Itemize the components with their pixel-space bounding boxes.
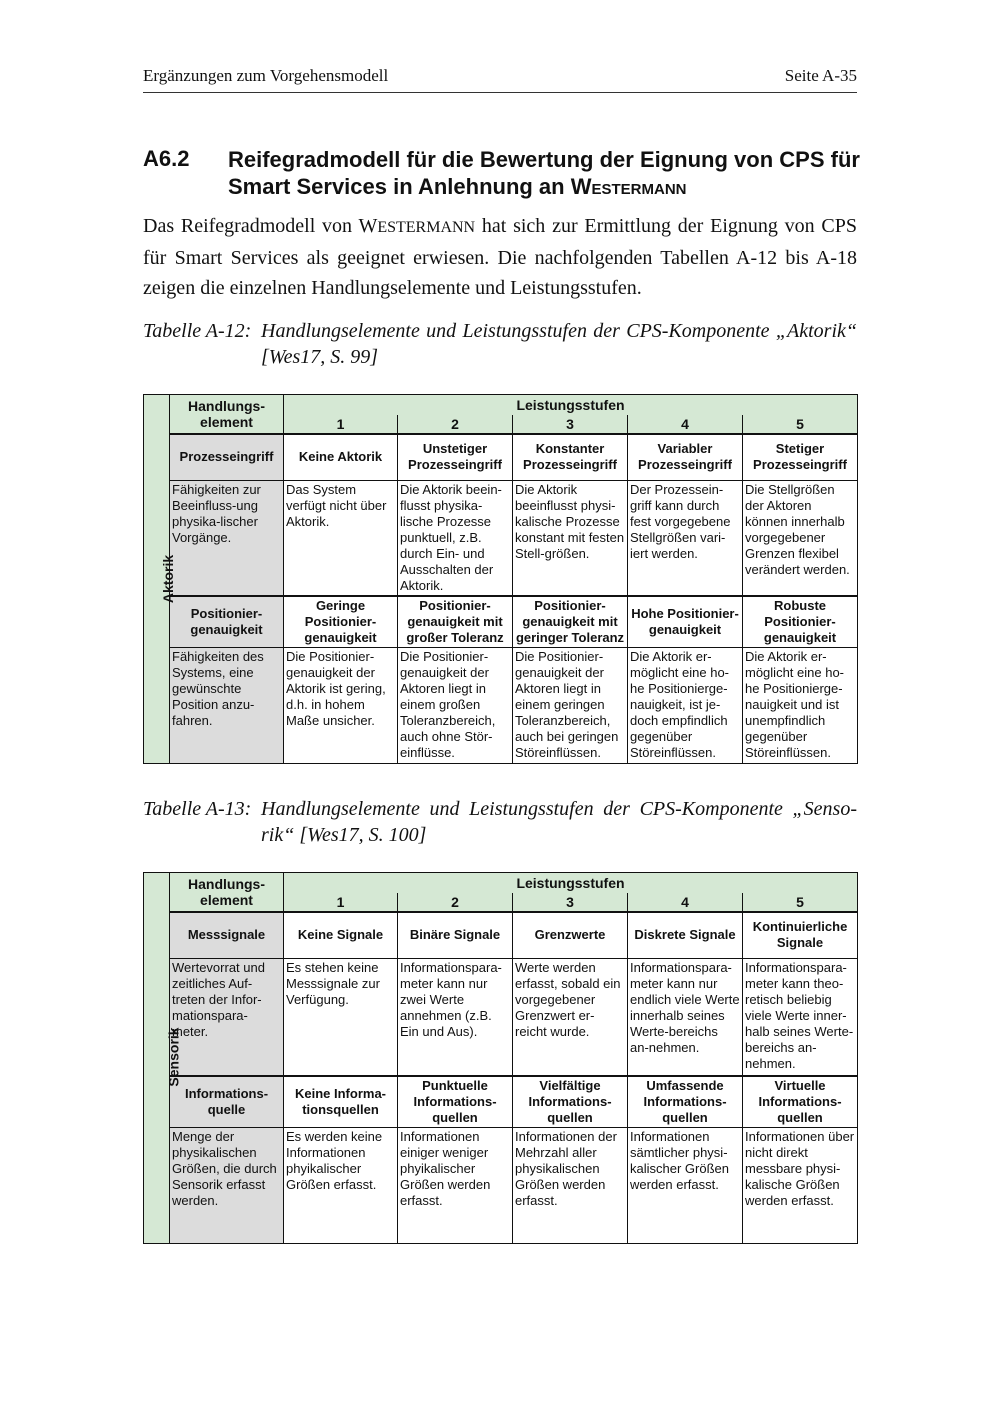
level-number: 3: [513, 893, 628, 912]
element-title: Messsignale: [170, 912, 284, 959]
section-number: A6.2: [143, 146, 190, 171]
level-description: Informationspara-meter kann theo-retisch beliebig viele Werte inner-halb seines Werte-bereichs an-nehmen.: [743, 959, 858, 1076]
caption-label: Tabelle A-12:: [143, 320, 252, 342]
level-number: 2: [398, 893, 513, 912]
level-title: Diskrete Signale: [628, 912, 743, 959]
level-title: Vielfältige Informations-quellen: [513, 1076, 628, 1128]
header-element: Handlungs-element: [170, 873, 284, 912]
level-number: 3: [513, 415, 628, 434]
side-label-cell: [144, 873, 182, 1244]
level-number: 5: [743, 893, 858, 912]
level-description: Die Aktorik er-möglicht eine ho-he Positionierge-nauigkeit und ist unempfindlich gegenüber Störeinflüssen.: [743, 648, 858, 764]
section-title-text: Reifegradmodell für die Bewertung der Eignung von CPS für Smart Services in Anlehnung an W: [228, 147, 860, 199]
level-description: Die Stellgrößen der Aktoren können innerhalb vorgegebener Grenzen flexibel verändert werden.: [743, 481, 858, 597]
level-description: Die Positionier-genauigkeit der Aktorik ist gering, d.h. in hohem Maße unsicher.: [284, 648, 398, 764]
section-title-smallcaps: ESTERMANN: [591, 181, 687, 198]
body-paragraph: [143, 211, 857, 303]
level-title: Hohe Positionier-genauigkeit: [628, 596, 743, 648]
level-description: Das System verfügt nicht über Aktorik.: [284, 481, 398, 597]
level-title: Robuste Positionier-genauigkeit: [743, 596, 858, 648]
table-a12-caption: [143, 318, 857, 372]
level-description: Es werden keine Informationen phyikalischer Größen erfasst.: [284, 1127, 398, 1243]
page-header: [143, 66, 857, 93]
element-title: Positionier-genauigkeit: [170, 596, 284, 648]
level-title: Kontinuierliche Signale: [743, 912, 858, 959]
level-title: Unstetiger Prozesseingriff: [398, 434, 513, 481]
level-number: 5: [743, 415, 858, 434]
element-description: Wertevorrat und zeitliches Auf-treten der Infor-mationspara-meter.: [170, 959, 284, 1076]
element-title: Informations-quelle: [170, 1076, 284, 1128]
level-description: Die Positionier-genauigkeit der Aktoren liegt in einem geringen Toleranzbereich, auch bei geringen Störeinflüssen.: [513, 648, 628, 764]
side-label-cell: [144, 395, 177, 764]
level-description: Die Aktorik er-möglicht eine ho-he Positionierge-nauigkeit, ist je-doch empfindlich gegenüber Störeinflüssen.: [628, 648, 743, 764]
level-description: Die Aktorik beeinflusst physi-kalische Prozesse konstant mit festen Stell-größen.: [513, 481, 628, 597]
header-levels: Leistungsstufen: [284, 395, 858, 415]
level-title: Binäre Signale: [398, 912, 513, 959]
level-title: Umfassende Informations-quellen: [628, 1076, 743, 1128]
table-a13-caption: [143, 796, 857, 850]
level-number: 1: [284, 415, 398, 434]
level-title: Keine Aktorik: [284, 434, 398, 481]
element-title: Prozesseingriff: [170, 434, 284, 481]
level-description: Die Positionier-genauigkeit der Aktoren liegt in einem großen Toleranzbereich, auch ohne Stör-einflüsse.: [398, 648, 513, 764]
level-title: Stetiger Prozesseingriff: [743, 434, 858, 481]
level-number: 4: [628, 415, 743, 434]
table-a12-aktorik: [143, 394, 858, 764]
paragraph-smallcaps: ESTERMANN: [377, 219, 476, 236]
side-label: Sensorik: [165, 1027, 182, 1087]
level-description: Es stehen keine Messsignale zur Verfügung.: [284, 959, 398, 1076]
level-title: Geringe Positionier-genauigkeit: [284, 596, 398, 648]
level-description: Informationen über nicht direkt messbare physi-kalische Größen werden erfasst.: [743, 1127, 858, 1243]
header-levels: Leistungsstufen: [284, 873, 858, 893]
caption-label: Tabelle A-13:: [143, 798, 252, 820]
table-a13-sensorik: [143, 872, 858, 1244]
level-number: 1: [284, 893, 398, 912]
level-title: Positionier-genauigkeit mit geringer Toleranz: [513, 596, 628, 648]
level-title: Konstanter Prozesseingriff: [513, 434, 628, 481]
header-element: Handlungs-element: [170, 395, 284, 434]
element-description: Fähigkeiten des Systems, eine gewünschte Position anzu-fahren.: [170, 648, 284, 764]
caption-text: Handlungselemente und Leistungsstufen der CPS-Komponente „Senso-rik“ [Wes17, S. 100]: [261, 798, 857, 846]
level-description: Informationen einiger weniger phyikalischer Größen werden erfasst.: [398, 1127, 513, 1243]
section-title: [228, 146, 868, 203]
level-title: Keine Signale: [284, 912, 398, 959]
level-title: Variabler Prozesseingriff: [628, 434, 743, 481]
paragraph-part2: hat sich zur Ermittlung der Eignung von CPS für Smart Services als geeignet erwiesen. Die nachfolgenden Tabellen A-12 bis A-18 zeigen die einzelnen Handlungselemente und Leistungsstufen.: [143, 215, 858, 299]
page-number: Seite A-35: [784, 66, 857, 85]
side-label: Aktorik: [160, 554, 177, 603]
level-number: 2: [398, 415, 513, 434]
level-description: Informationen der Mehrzahl aller physikalischen Größen werden erfasst.: [513, 1127, 628, 1243]
level-number: 4: [628, 893, 743, 912]
level-description: Informationspara-meter kann nur zwei Werte annehmen (z.B. Ein und Aus).: [398, 959, 513, 1076]
level-title: Virtuelle Informations-quellen: [743, 1076, 858, 1128]
level-description: Informationen sämtlicher physi-kalischer Größen werden erfasst.: [628, 1127, 743, 1243]
element-description: Fähigkeiten zur Beeinfluss-ung physika-lischer Vorgänge.: [170, 481, 284, 597]
level-description: Informationspara-meter kann nur endlich viele Werte innerhalb seines Werte-bereichs an-nehmen.: [628, 959, 743, 1076]
caption-text: Handlungselemente und Leistungsstufen der CPS-Komponente „Aktorik“ [Wes17, S. 99]: [261, 320, 857, 368]
element-description: Menge der physikalischen Größen, die durch Sensorik erfasst werden.: [170, 1127, 284, 1243]
level-description: Werte werden erfasst, sobald ein vorgegebener Grenzwert er-reicht wurde.: [513, 959, 628, 1076]
header-title: Ergänzungen zum Vorgehensmodell: [143, 66, 389, 85]
level-title: Punktuelle Informations-quellen: [398, 1076, 513, 1128]
level-description: Die Aktorik beein-flusst physika-lische Prozesse punktuell, z.B. durch Ein- und Ausschalten der Aktorik.: [398, 481, 513, 597]
level-title: Keine Informa-tionsquellen: [284, 1076, 398, 1128]
level-title: Positionier-genauigkeit mit großer Toleranz: [398, 596, 513, 648]
level-description: Der Prozessein-griff kann durch fest vorgegebene Stellgrößen vari-iert werden.: [628, 481, 743, 597]
level-title: Grenzwerte: [513, 912, 628, 959]
paragraph-part1: Das Reifegradmodell von W: [143, 215, 378, 237]
